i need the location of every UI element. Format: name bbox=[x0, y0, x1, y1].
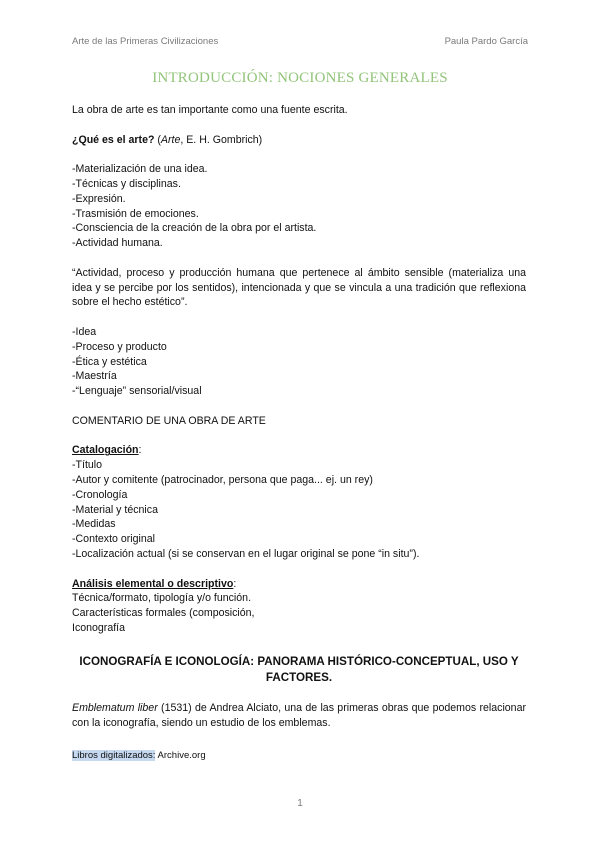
intro-text: La obra de arte es tan importante como una fuente escrita. bbox=[72, 104, 348, 116]
list-item: -Medidas bbox=[72, 518, 116, 531]
list-item: -Localización actual (si se conservan en el lugar original se pone “in situ”). bbox=[72, 547, 420, 560]
libros-link: Archive.org bbox=[155, 749, 206, 761]
header-left: Arte de las Primeras Civilizaciones bbox=[72, 36, 219, 47]
definition-quote: “Actividad, proceso y producción humana que pertenece al ámbito sensible (materializa una idea y se percibe por los sentidos), intencionada y que se vincula a una tradición que reflexiona sobre el hecho estético”. bbox=[72, 266, 526, 309]
question-open: ( bbox=[154, 133, 161, 146]
list-item: -“Lenguaje” sensorial/visual bbox=[72, 385, 202, 398]
libros-highlight: Libros digitalizados: bbox=[72, 749, 156, 761]
question-bold: ¿Qué es el arte? bbox=[72, 133, 155, 146]
comentario-heading: COMENTARIO DE UNA OBRA DE ARTE bbox=[72, 414, 266, 427]
question-line bbox=[72, 133, 526, 148]
document-body bbox=[72, 103, 526, 763]
page-title: INTRODUCCIÓN: NOCIONES GENERALES bbox=[152, 70, 448, 86]
question-italic: Arte bbox=[160, 133, 181, 146]
catalogacion-label: Catalogación bbox=[72, 444, 139, 457]
analisis-colon: : bbox=[233, 577, 237, 590]
list-item: -Idea bbox=[72, 325, 97, 338]
list-item: -Expresión. bbox=[72, 192, 126, 205]
catalogacion-colon: : bbox=[138, 444, 142, 457]
page-number: 1 bbox=[297, 798, 303, 809]
emblem-rest: (1531) de Andrea Alciato, una de las primeras obras que podemos relacionar con la iconografía, siendo un estudio de los emblemas. bbox=[72, 702, 526, 730]
list-item: -Título bbox=[72, 459, 103, 472]
list-item: -Autor y comitente (patrocinador, persona que paga... ej. un rey) bbox=[72, 473, 373, 486]
list-item: -Maestría bbox=[72, 370, 117, 383]
list-item: -Actividad humana. bbox=[72, 237, 163, 250]
analisis-heading bbox=[72, 577, 526, 592]
list-item: -Ética y estética bbox=[72, 355, 147, 368]
list-item: -Material y técnica bbox=[72, 503, 158, 516]
list-item: -Técnicas y disciplinas. bbox=[72, 177, 181, 190]
list-item: Características formales (composición, bbox=[72, 607, 255, 620]
emblem-paragraph bbox=[72, 701, 526, 731]
list-item: Técnica/formato, tipología y/o función. bbox=[72, 592, 252, 605]
header-right: Paula Pardo García bbox=[444, 36, 528, 47]
catalogacion-heading bbox=[72, 443, 526, 458]
list-item: -Materialización de una idea. bbox=[72, 163, 208, 176]
list-item: -Trasmisión de emociones. bbox=[72, 207, 199, 220]
list-item: -Proceso y producto bbox=[72, 340, 167, 353]
list-item: -Consciencia de la creación de la obra por el artista. bbox=[72, 222, 317, 235]
question-rest: , E. H. Gombrich) bbox=[180, 133, 263, 146]
analisis-label: Análisis elemental o descriptivo bbox=[72, 577, 234, 590]
list-item: -Cronología bbox=[72, 488, 128, 501]
list-item: -Contexto original bbox=[72, 533, 156, 546]
section-title: ICONOGRAFÍA E ICONOLOGÍA: PANORAMA HISTÓRICO-CONCEPTUAL, USO Y FACTORES. bbox=[79, 655, 519, 685]
list-item: Iconografía bbox=[72, 621, 126, 634]
libros-line bbox=[72, 749, 526, 764]
emblem-italic: Emblematum liber bbox=[72, 702, 158, 715]
